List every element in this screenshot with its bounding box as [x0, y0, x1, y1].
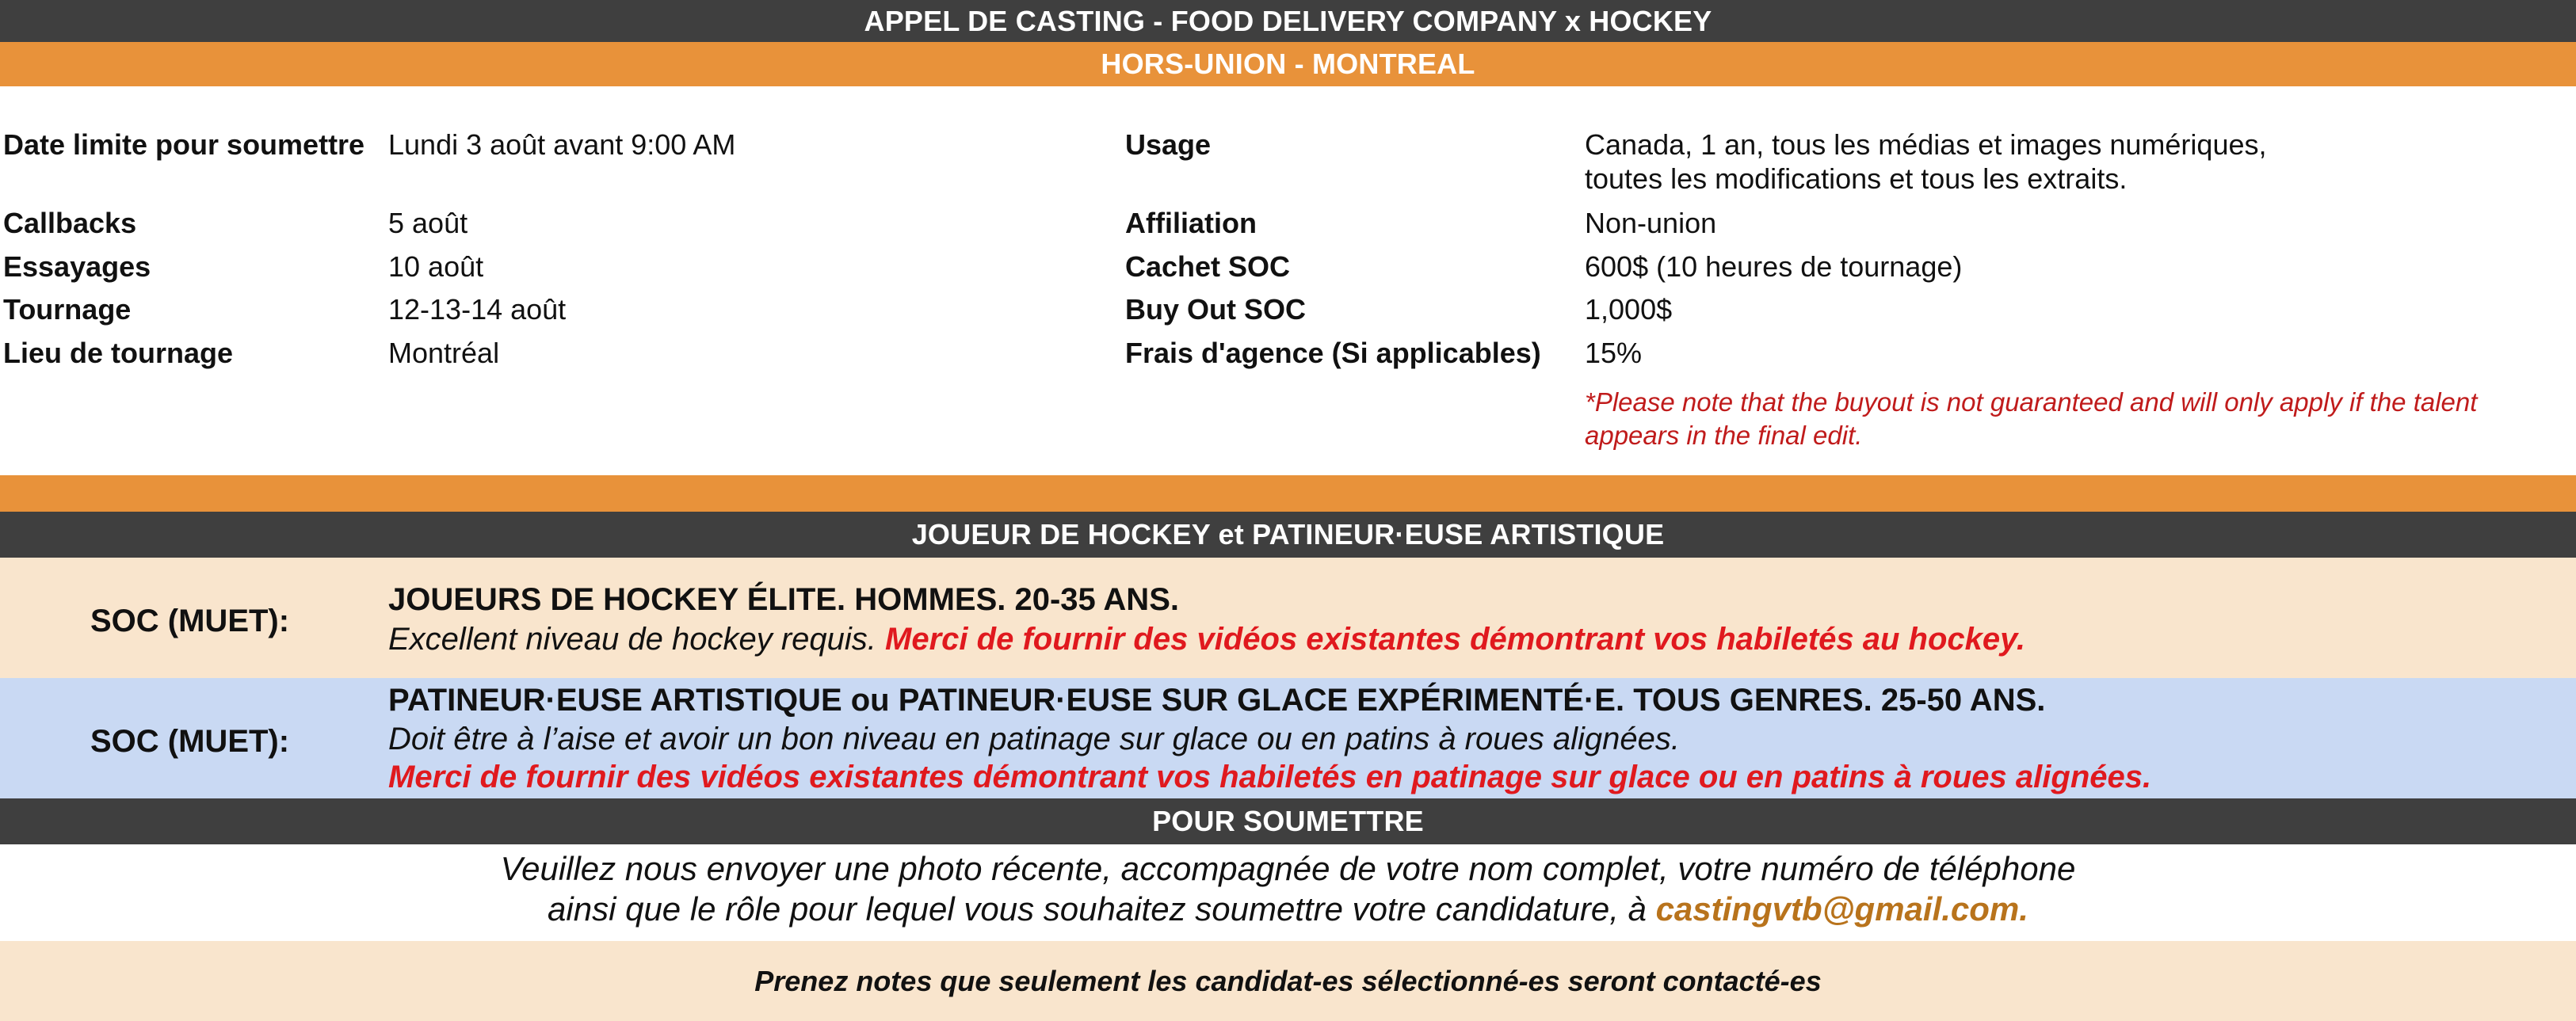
role-description: Doit être à l’aise et avoir un bon niveau en patinage sur glace ou en patins à roues alignées. [388, 722, 1680, 756]
fee-label: Cachet SOC [1125, 250, 1291, 283]
agency-fee-label: Frais d'agence (Si applicables) [1125, 337, 1541, 369]
usage-line-2: toutes les modifications et tous les extraits. [1585, 162, 2128, 195]
casting-title: APPEL DE CASTING - FOOD DELIVERY COMPANY x HOCKEY [864, 4, 1712, 37]
role-title: PATINEUR·EUSE ARTISTIQUE ou PATINEUR·EUSE SUR GLACE EXPÉRIMENTÉ·E. TOUS GENRES. 25-50 ANS. [388, 683, 2046, 718]
usage-line-1: Canada, 1 an, tous les médias et images numériques, [1585, 128, 2267, 161]
submit-line-1: Veuillez nous envoyer une photo récente, accompagnée de votre nom complet, votre numéro de téléphone [500, 850, 2076, 887]
fittings-label: Essayages [3, 250, 151, 283]
role-type: SOC (MUET): [90, 724, 290, 759]
buyout-value: 1,000$ [1585, 293, 1673, 326]
role-request: Merci de fournir des vidéos existantes démontrant vos habiletés au hockey. [885, 622, 2026, 657]
fee-value: 600$ (10 heures de tournage) [1585, 250, 1963, 283]
role-title: JOUEURS DE HOCKEY ÉLITE. HOMMES. 20-35 ANS. [388, 582, 1179, 617]
usage-label: Usage [1125, 128, 1212, 161]
callbacks-value: 5 août [388, 207, 468, 239]
role-desc-text: Excellent niveau de hockey requis. [388, 622, 876, 657]
casting-title-bar [0, 0, 2576, 42]
contact-email-link[interactable]: castingvtb@gmail.com. [1655, 890, 2028, 928]
role-row-hockey [0, 558, 2576, 678]
buyout-note-line-2: appears in the final edit. [1585, 421, 1863, 450]
fittings-value: 10 août [388, 250, 484, 283]
casting-subtitle: HORS-UNION - MONTREAL [1101, 48, 1475, 80]
submit-header: POUR SOUMETTRE [1152, 805, 1424, 837]
casting-subtitle-bar [0, 42, 2576, 86]
roles-header-bar [0, 512, 2576, 558]
buyout-note-line-1: *Please note that the buyout is not guaranteed and will only apply if the talent [1585, 387, 2478, 417]
section-divider [0, 475, 2576, 512]
footer-note-bar [0, 941, 2576, 1021]
role-description [388, 622, 2025, 657]
role-type: SOC (MUET): [90, 604, 290, 638]
location-value: Montréal [388, 337, 500, 369]
shoot-label: Tournage [3, 293, 132, 326]
buyout-label: Buy Out SOC [1125, 293, 1307, 326]
submit-line-2-text: ainsi que le rôle pour lequel vous souhaitez soumettre votre candidature, à [548, 890, 1647, 928]
roles-header: JOUEUR DE HOCKEY et PATINEUR·EUSE ARTISTIQUE [911, 518, 1665, 551]
location-label: Lieu de tournage [3, 337, 234, 369]
callbacks-label: Callbacks [3, 207, 137, 239]
affiliation-label: Affiliation [1125, 207, 1257, 239]
deadline-value: Lundi 3 août avant 9:00 AM [388, 128, 736, 161]
shoot-value: 12-13-14 août [388, 293, 567, 326]
footer-note: Prenez notes que seulement les candidat-es sélectionné-es seront contacté-es [754, 964, 1822, 997]
role-row-skater [0, 678, 2576, 798]
agency-fee-value: 15% [1585, 337, 1643, 369]
submit-line-2 [0, 890, 2576, 928]
role-request: Merci de fournir des vidéos existantes démontrant vos habiletés en patinage sur glace ou en patins à roues alignées. [388, 760, 2152, 794]
submit-header-bar [0, 798, 2576, 844]
affiliation-value: Non-union [1585, 207, 1717, 239]
deadline-label: Date limite pour soumettre [3, 128, 365, 161]
